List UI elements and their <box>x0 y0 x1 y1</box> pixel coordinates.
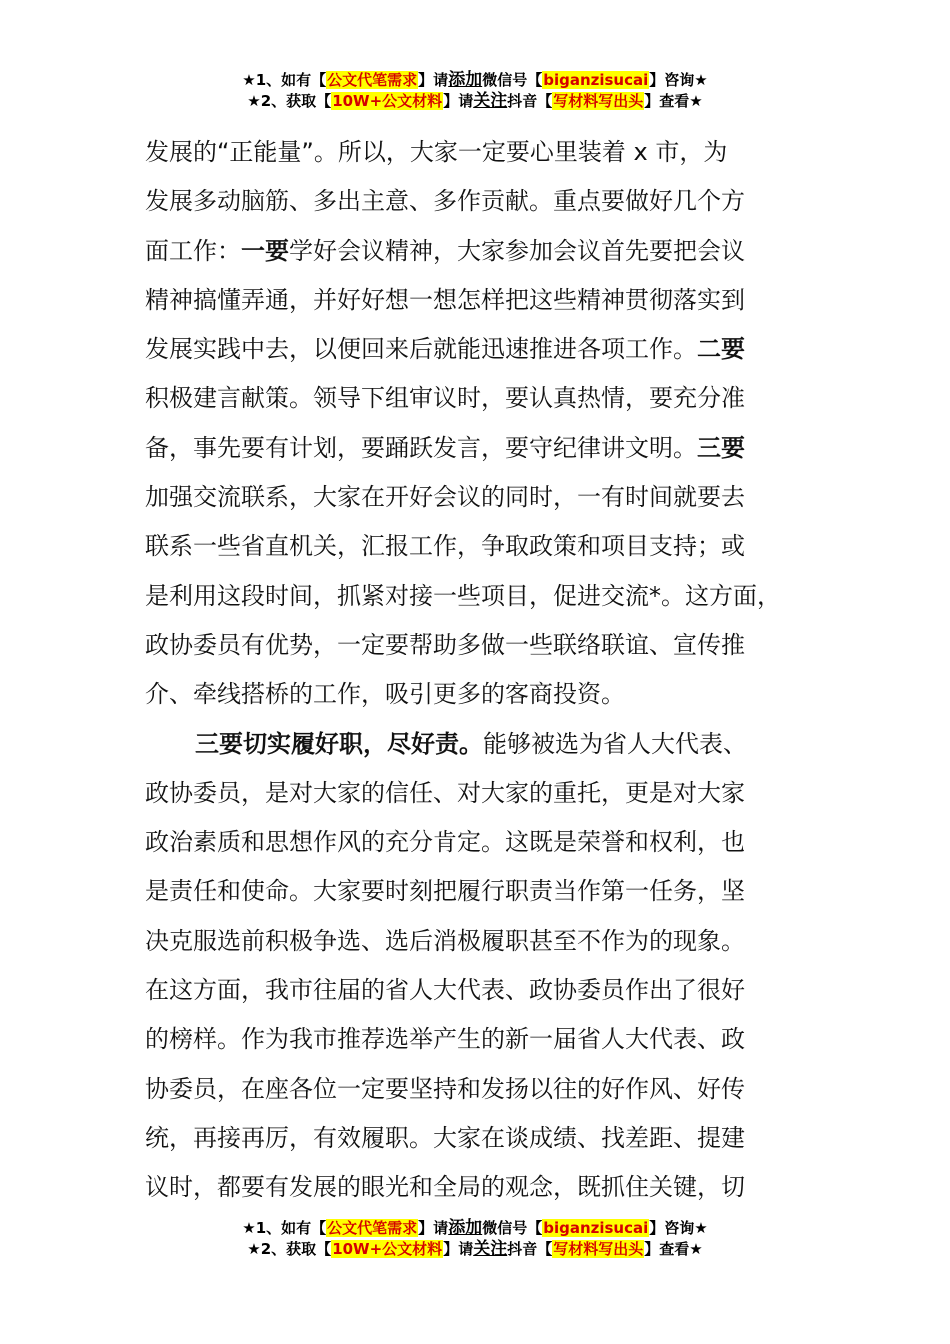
banner-line-1: ★1、如有【公文代笔需求】请添加微信号【biganzisucai】咨询★ <box>242 70 708 90</box>
header-banner <box>0 70 950 112</box>
point-heading: 二要 <box>697 335 745 364</box>
text-line: 在这方面，我市往届的省人大代表、政协委员作出了很好 <box>145 976 745 1005</box>
text-line: 统，再接再厉，有效履职。大家在谈成绩、找差距、提建 <box>145 1123 745 1152</box>
text-line: 是利用这段时间，抓紧对接一些项目，促进交流*。这方面， <box>145 581 781 610</box>
banner-line-2: ★2、获取【10W+公文材料】请关注抖音【写材料写出头】查看★ <box>247 1239 703 1259</box>
text-line: 协委员，在座各位一定要坚持和发扬以往的好作风、好传 <box>145 1074 745 1103</box>
text-line: 三要切实履好职，尽好责。能够被选为省人大代表、 <box>195 729 747 758</box>
wechat-id: biganzisucai <box>543 1219 649 1237</box>
text-line: 发展的“正能量”。所以，大家一定要心里装着 x 市，为 <box>145 138 728 166</box>
text-line: 面工作：一要学好会议精神，大家参加会议首先要把会议 <box>145 236 745 265</box>
section-heading: 三要切实履好职，尽好责。 <box>195 729 483 758</box>
text-line: 精神搞懂弄通，并好好想一想怎样把这些精神贯彻落实到 <box>145 285 745 314</box>
wechat-id: biganzisucai <box>543 71 649 89</box>
point-heading: 一要 <box>241 236 289 265</box>
point-heading: 三要 <box>697 433 745 462</box>
text-line: 议时，都要有发展的眼光和全局的观念，既抓住关键，切 <box>145 1173 745 1202</box>
text-line: 积极建言献策。领导下组审议时，要认真热情，要充分准 <box>145 384 745 413</box>
highlight-service: 公文代笔需求 <box>327 71 418 89</box>
text-line: 是责任和使命。大家要时刻把履行职责当作第一任务，坚 <box>145 877 745 906</box>
highlight-materials: 10W+公文材料 <box>332 1240 443 1258</box>
text-line: 介、牵线搭桥的工作，吸引更多的客商投资。 <box>145 680 625 709</box>
text-line: 政协委员有优势，一定要帮助多做一些联络联谊、宣传推 <box>145 630 745 659</box>
banner-line-1: ★1、如有【公文代笔需求】请添加微信号【biganzisucai】咨询★ <box>242 1218 708 1238</box>
text-line: 发展多动脑筋、多出主意、多作贡献。重点要做好几个方 <box>145 187 745 216</box>
banner-line-2: ★2、获取【10W+公文材料】请关注抖音【写材料写出头】查看★ <box>247 91 703 111</box>
douyin-id: 写材料写出头 <box>553 1240 644 1258</box>
douyin-id: 写材料写出头 <box>553 92 644 110</box>
highlight-materials: 10W+公文材料 <box>332 92 443 110</box>
document-body <box>145 128 815 1213</box>
footer-banner <box>0 1218 950 1260</box>
text-line: 加强交流联系，大家在开好会议的同时，一有时间就要去 <box>145 483 745 512</box>
text-line: 的榜样。作为我市推荐选举产生的新一届省人大代表、政 <box>145 1025 745 1054</box>
text-line: 联系一些省直机关，汇报工作，争取政策和项目支持；或 <box>145 532 745 561</box>
text-line: 政协委员，是对大家的信任、对大家的重托，更是对大家 <box>145 778 745 807</box>
text-line: 政治素质和思想作风的充分肯定。这既是荣誉和权利，也 <box>145 828 745 857</box>
highlight-service: 公文代笔需求 <box>327 1219 418 1237</box>
text-line: 备，事先要有计划，要踊跃发言，要守纪律讲文明。三要 <box>145 433 745 462</box>
text-line: 决克服选前积极争选、选后消极履职甚至不作为的现象。 <box>145 926 745 955</box>
text-line: 发展实践中去，以便回来后就能迅速推进各项工作。二要 <box>145 335 745 364</box>
